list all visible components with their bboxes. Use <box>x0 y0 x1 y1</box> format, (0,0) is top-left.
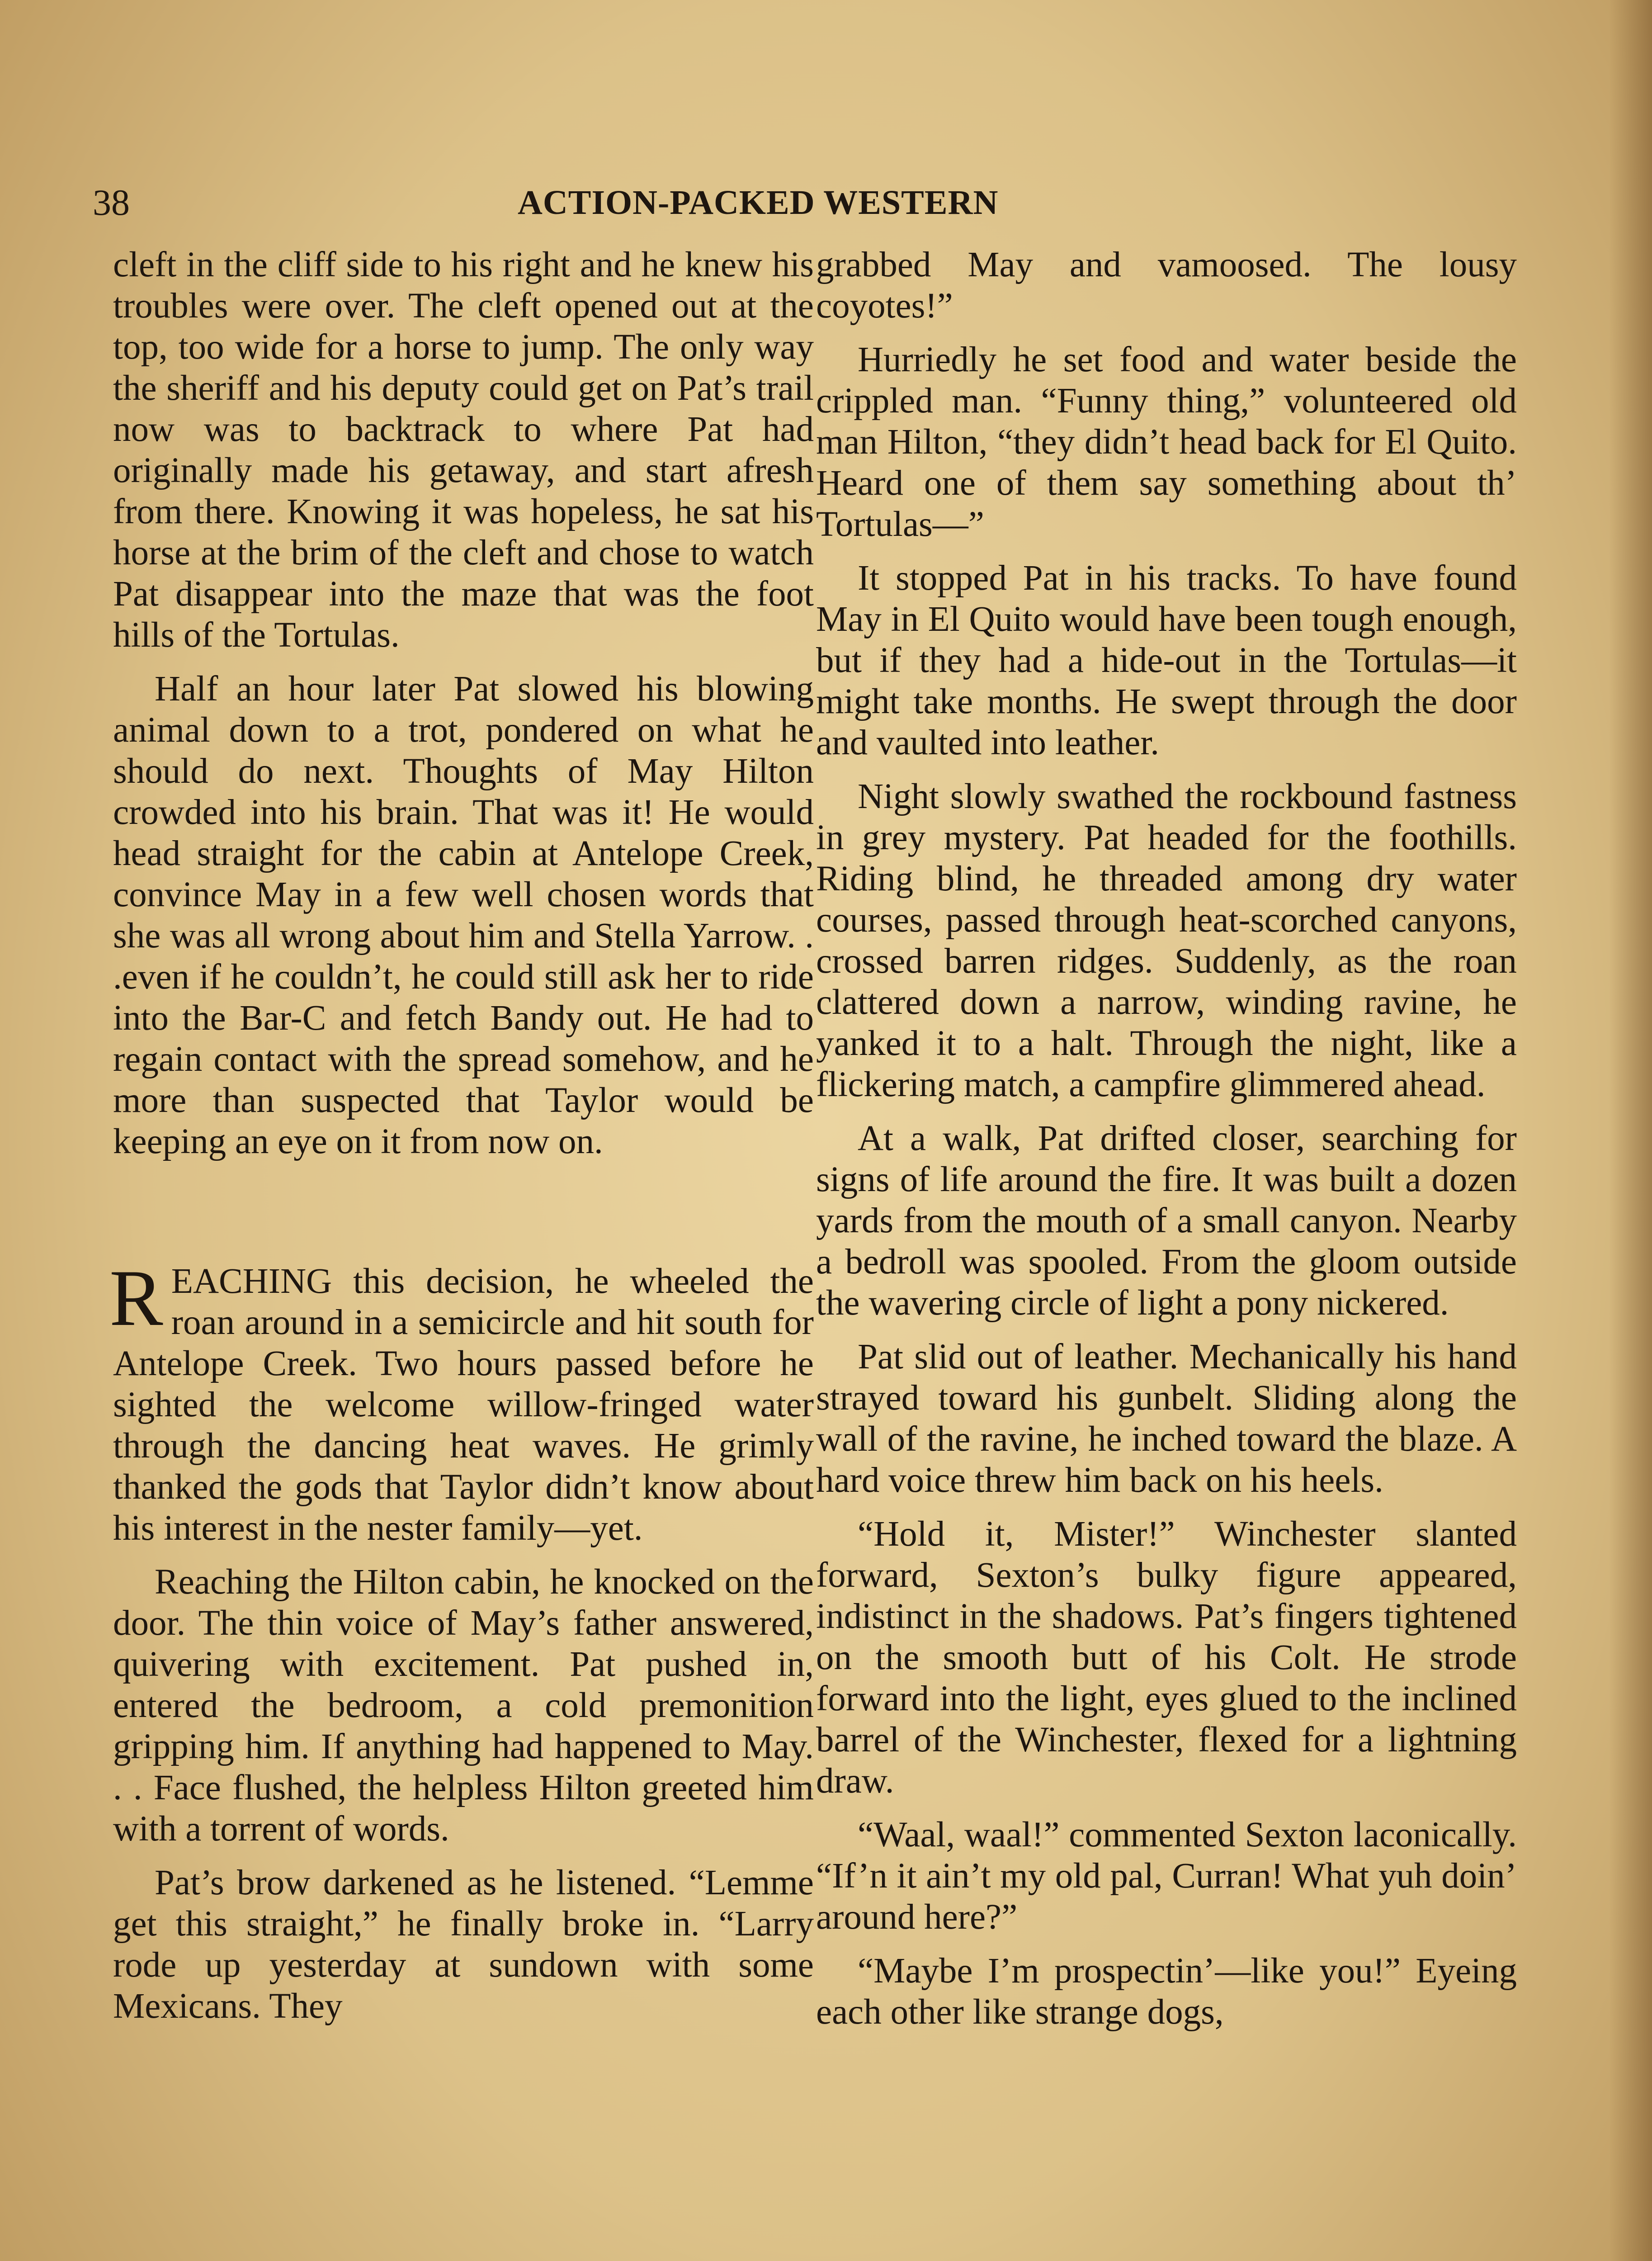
paragraph-left-1: cleft in the cliff side to his right and he knew his troubles were over. The cleft opened out at the top, too wide for a horse to jump. The only way the sheriff and his deputy could get on Pat’s trail now was to backtrack to where Pat had originally made his getaway, and start afresh from there. Knowing it was hopeless, he sat his horse at the brim of the cleft and chose to watch Pat disappear into the maze that was the foot hills of the Tortulas. <box>113 245 814 655</box>
magazine-title: ACTION-PACKED WESTERN <box>518 184 999 222</box>
paragraph-right-6: Pat slid out of leather. Mechanically his hand strayed toward his gunbelt. Sliding along the wall of the ravine, he inched toward the blaze. A hard voice threw him back on his heels. <box>816 1337 1517 1500</box>
paragraph-right-8: “Waal, waal!” commented Sexton laconically. “If’n it ain’t my old pal, Curran! What yuh doin’ around here?” <box>816 1815 1517 1937</box>
page-number: 38 <box>93 182 130 223</box>
paragraph-left-5: Pat’s brow darkened as he listened. “Lemme get this straight,” he finally broke in. “Larry rode up yesterday at sundown with some Mexicans. They <box>113 1863 814 2026</box>
drop-cap-paragraph-text: EACHING this decision, he wheeled the roan around in a semicircle and hit south for Antelope Creek. Two hours passed before he sighted the welcome willow-fringed water through the dancing heat waves. He grimly thanked the gods that Taylor didn’t know about his interest in the nester family—yet. <box>113 1262 814 1548</box>
paragraph-right-5: At a walk, Pat drifted closer, searching for signs of life around the fire. It was built a dozen yards from the mouth of a small canyon. Nearby a bedroll was spooled. From the gloom outside the wavering circle of light a pony nickered. <box>816 1119 1517 1323</box>
section-break-space <box>113 1175 814 1261</box>
page-spine-shadow <box>1609 0 1652 2261</box>
page-header <box>93 175 1119 230</box>
left-text-column <box>109 244 814 2039</box>
paragraph-right-1: grabbed May and vamoosed. The lousy coyotes!” <box>816 245 1517 326</box>
paragraph-right-4: Night slowly swathed the rockbound fastness in grey mystery. Pat headed for the foothills. Riding blind, he threaded among dry water courses, passed through heat-scorched canyons, crossed barren ridges. Suddenly, as the roan clattered down a narrow, winding ravine, he yanked it to a halt. Through the night, like a flickering match, a campfire glimmered ahead. <box>816 777 1517 1104</box>
paragraph-right-9: “Maybe I’m prospectin’—like you!” Eyeing each other like strange dogs, <box>816 1951 1517 2032</box>
drop-cap-letter: R <box>109 1253 163 1343</box>
drop-cap-paragraph <box>109 1253 814 1549</box>
paragraph-right-2: Hurriedly he set food and water beside the crippled man. “Funny thing,” volunteered old man Hilton, “they didn’t head back for El Quito. Heard one of them say something about th’ Tortulas—” <box>816 340 1517 544</box>
paragraph-right-7: “Hold it, Mister!” Winchester slanted forward, Sexton’s bulky figure appeared, indistinct in the shadows. Pat’s fingers tightened on the smooth butt of his Colt. He strode forward into the light, eyes glued to the inclined barrel of the Winchester, flexed for a lightning draw. <box>816 1514 1517 1801</box>
paragraph-right-3: It stopped Pat in his tracks. To have found May in El Quito would have been tough enough, but if they had a hide-out in the Tortulas—it might take months. He swept through the door and vaulted into leather. <box>816 558 1517 762</box>
paragraph-left-2: Half an hour later Pat slowed his blowing animal down to a trot, pondered on what he should do next. Thoughts of May Hilton crowded into his brain. That was it! He would head straight for the cabin at Antelope Creek, convince May in a few well chosen words that she was all wrong about him and Stella Yarrow. . .even if he couldn’t, he could still ask her to ride into the Bar-C and fetch Bandy out. He had to regain contact with the spread somehow, and he more than suspected that Taylor would be keeping an eye on it from now on. <box>113 669 814 1161</box>
right-text-column <box>816 244 1517 2045</box>
paragraph-left-4: Reaching the Hilton cabin, he knocked on the door. The thin voice of May’s father answered, quivering with excitement. Pat pushed in, entered the bedroom, a cold premonition gripping him. If anything had happened to May. . . Face flushed, the helpless Hilton greeted him with a torrent of words. <box>113 1562 814 1849</box>
